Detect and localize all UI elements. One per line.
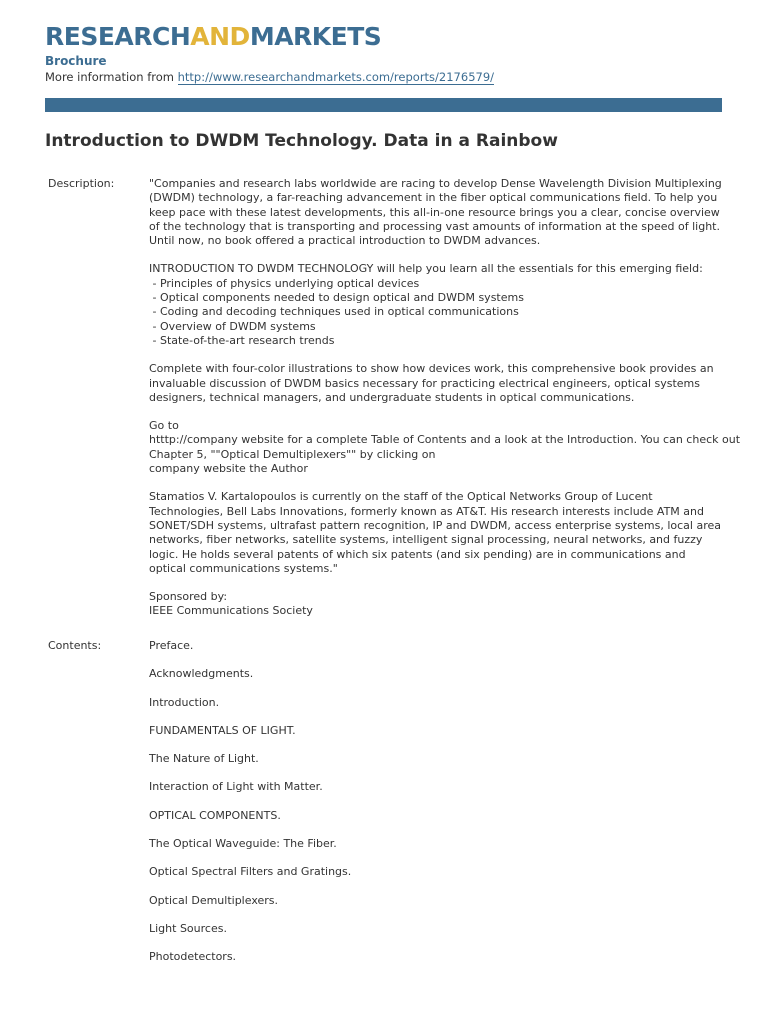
toc-item: Acknowledgments. xyxy=(149,667,254,681)
logo-markets-text: MARKETS xyxy=(249,22,382,51)
description-content xyxy=(149,177,741,633)
essentials-list-item: - Optical components needed to design optical and DWDM systems xyxy=(149,291,524,305)
toc-item: The Nature of Light. xyxy=(149,752,259,766)
report-link[interactable]: http://www.researchandmarkets.com/reports/2176579/ xyxy=(177,70,495,84)
brochure-label: Brochure xyxy=(45,54,107,68)
logo-research-text: RESEARCH xyxy=(45,22,191,51)
essentials-intro: INTRODUCTION TO DWDM TECHNOLOGY will help you learn all the essentials for this emerging field: xyxy=(149,262,703,276)
sponsor-paragraph xyxy=(149,590,724,619)
toc-item: Interaction of Light with Matter. xyxy=(149,780,323,794)
toc-item: Preface. xyxy=(149,639,194,652)
author-reference-text: company website the Author xyxy=(149,462,308,476)
toc-item: The Optical Waveguide: The Fiber. xyxy=(149,837,337,851)
brand-logo xyxy=(45,22,381,52)
description-paragraph-4 xyxy=(149,419,741,476)
toc-item: OPTICAL COMPONENTS. xyxy=(149,808,281,822)
essentials-list-item: - Coding and decoding techniques used in optical communications xyxy=(149,305,519,319)
toc-item: Introduction. xyxy=(149,695,220,709)
description-label: Description: xyxy=(48,177,115,190)
toc-reference-text: htttp://company website for a complete Table of Contents and a look at the Introduction. You can check out xyxy=(149,433,741,447)
essentials-list-item: - Overview of DWDM systems xyxy=(149,319,316,333)
logo-and-text: AND xyxy=(190,22,250,51)
contents-label: Contents: xyxy=(48,639,102,652)
toc-item: Light Sources. xyxy=(149,921,227,935)
more-info-line xyxy=(45,69,494,85)
more-info-prefix: More information from xyxy=(45,70,178,84)
description-paragraph-3: Complete with four-color illustrations to show how devices work, this comprehensive book provides an invaluable discussion of DWDM basics necessary for practicing electrical engineers, optical systems designers, technical managers, and undergraduate students in optical communications. xyxy=(149,362,714,404)
toc-item: Photodetectors. xyxy=(149,950,237,964)
sponsored-by-label: Sponsored by: xyxy=(149,590,228,604)
author-bio-paragraph: Stamatios V. Kartalopoulos is currently on the staff of the Optical Networks Group of Lucent Technologies, Bell Labs Innovations, formerly known as AT&T. His research interests include ATM and SONET/SDH systems, ultrafast pattern recognition, IP and DWDM, access enterprise systems, local area networks, fiber networks, satellite systems, intelligent signal processing, neural networks, and fuzzy logic. He holds several patents of which six patents (and six pending) are in communications and optical communications systems." xyxy=(149,490,722,575)
toc-item: Optical Spectral Filters and Gratings. xyxy=(149,865,352,879)
sponsor-name: IEEE Communications Society xyxy=(149,604,313,618)
header-divider-bar xyxy=(45,98,722,112)
toc-item: Optical Demultiplexers. xyxy=(149,893,279,907)
go-to-text: Go to xyxy=(149,419,179,433)
toc-item: FUNDAMENTALS OF LIGHT. xyxy=(149,723,296,737)
essentials-list-item: - State-of-the-art research trends xyxy=(149,333,335,347)
essentials-list-item: - Principles of physics underlying optical devices xyxy=(149,276,420,290)
chapter-reference-text: Chapter 5, ""Optical Demultiplexers"" by clicking on xyxy=(149,447,436,461)
page-title: Introduction to DWDM Technology. Data in a Rainbow xyxy=(45,131,558,151)
contents-list xyxy=(149,639,724,979)
description-paragraph-2 xyxy=(149,262,724,348)
description-paragraph-1: "Companies and research labs worldwide are racing to develop Dense Wavelength Division Multiplexing (DWDM) technology, a far-reaching advancement in the fiber optical communications field. To help you keep pace with these latest developments, this all-in-one resource brings you a clear, concise overview of the technology that is transporting and processing vast amounts of information at the speed of light. Until now, no book offered a practical introduction to DWDM advances. xyxy=(149,177,722,248)
